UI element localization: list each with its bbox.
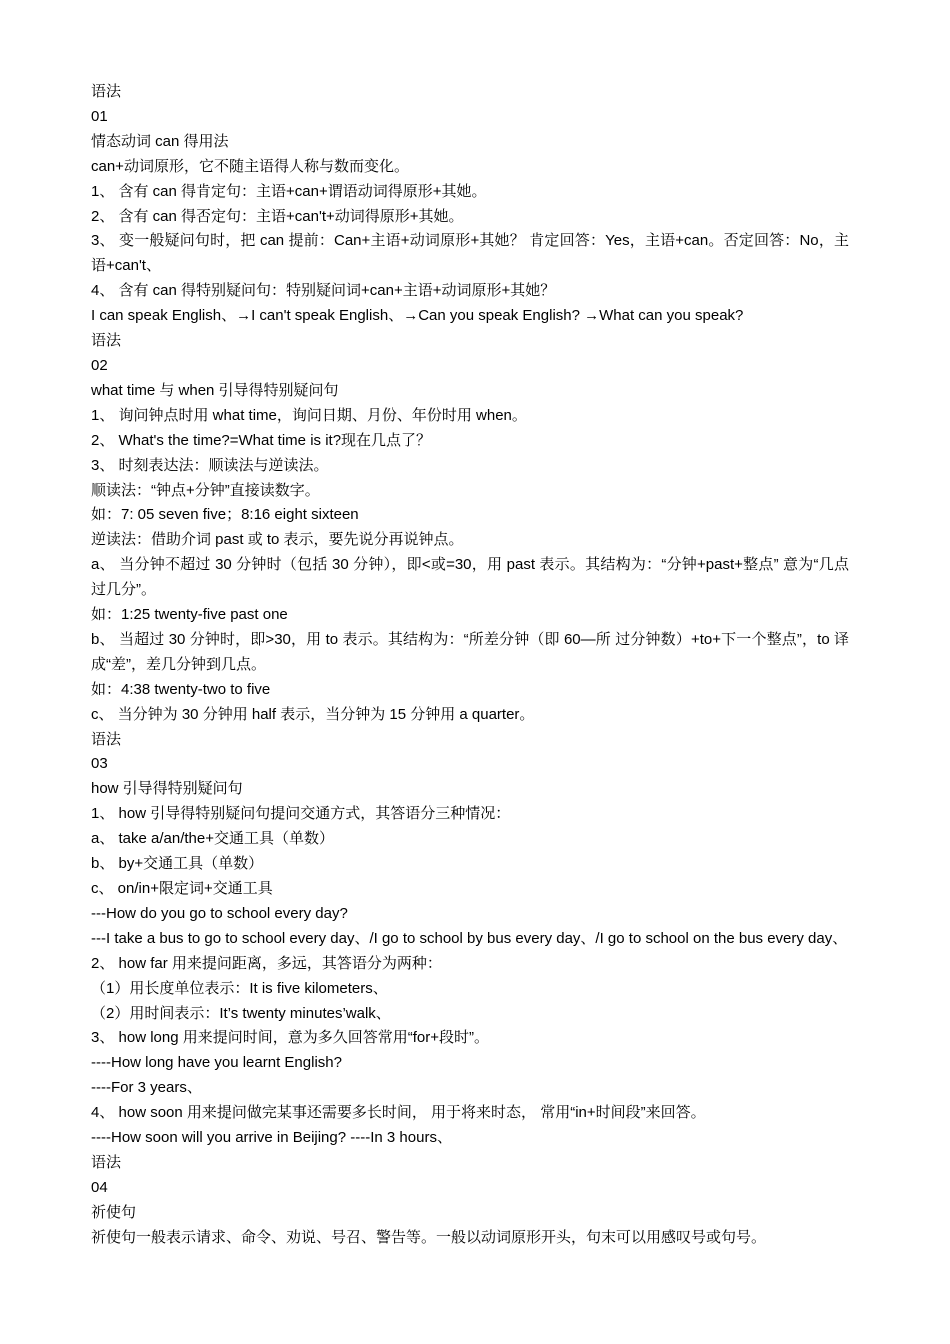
text-line: 逆读法：借助介词 past 或 to 表示，要先说分再说钟点。 — [91, 531, 464, 549]
example-line: 如：7: 05 seven five；8:16 eight sixteen — [91, 506, 359, 524]
text-line: 2、 含有 can 得否定句：主语+can't+动词得原形+其她。 — [91, 207, 464, 225]
text-line: 2、 What's the time?=What time is it?现在几点了？ — [91, 431, 432, 449]
example-paragraph: ---I take a bus to go to school every day、/I go to school by bus every day、/I go to school on the bus every day、 — [91, 929, 848, 947]
example-line: 如：4:38 twenty-two to five — [91, 680, 271, 698]
text-line: 3、 how long 用来提问时间，意为多久回答常用“for+段时”。 — [91, 1029, 489, 1047]
text-line: 4、 含有 can 得特别疑问句：特别疑问词+can+主语+动词原形+其她？ — [91, 282, 556, 300]
document-page — [91, 80, 849, 1251]
text-line: can+动词原形，它不随主语得人称与数而变化。 — [91, 157, 409, 175]
text-line: 1、 含有 can 得肯定句：主语+can+谓语动词得原形+其她。 — [91, 182, 487, 200]
section-title: how 引导得特别疑问句 — [91, 780, 243, 798]
example-line: ---How do you go to school every day? — [91, 904, 348, 922]
section-title: 祈使句 — [91, 1203, 137, 1221]
section-label: 语法 — [91, 1153, 122, 1171]
section-number: 02 — [91, 356, 108, 374]
section-label: 语法 — [91, 83, 122, 100]
example-line: ----How soon will you arrive in Beijing? ----In 3 hours、 — [91, 1129, 452, 1147]
section-number: 03 — [91, 755, 108, 773]
text-line: c、 on/in+限定词+交通工具 — [91, 880, 273, 897]
example-line: ----For 3 years、 — [91, 1079, 202, 1097]
text-line: 1、 how 引导得特别疑问句提问交通方式，其答语分三种情况： — [91, 805, 511, 823]
example-line: I can speak English、→I can't speak English、→Can you speak English? →What can you speak? — [91, 307, 744, 325]
section-number: 04 — [91, 1178, 108, 1196]
section-title: what time 与 when 引导得特别疑问句 — [91, 381, 339, 399]
text-paragraph: a、 当分钟不超过 30 分钟时（包括 30 分钟），即<或=30，用 past 表示。其结构为：“分钟+past+整点” 意为“几点过几分”。 — [91, 556, 849, 599]
section-label: 语法 — [91, 332, 122, 350]
text-line: b、 by+交通工具（单数） — [91, 855, 264, 873]
text-line: 顺读法：“钟点+分钟”直接读数字。 — [91, 481, 320, 499]
example-line: 如：1:25 twenty-five past one — [91, 606, 288, 624]
text-paragraph: b、 当超过 30 分钟时，即>30，用 to 表示。其结构为：“所差分钟（即 60—所 过分钟数）+to+下一个整点”，to 译成“差”，差几分钟到几点。 — [91, 630, 849, 673]
text-paragraph: 3、 变一般疑问句时，把 can 提前：Can+主语+动词原形+其她？ 肯定回答：Yes，主语+can。否定回答：No，主语+can't、 — [91, 232, 849, 275]
section-number: 01 — [91, 107, 108, 125]
text-line: （1）用长度单位表示：It is five kilometers、 — [91, 979, 388, 997]
text-line: 4、 how soon 用来提问做完某事还需要多长时间， 用于将来时态， 常用“in+时间段”来回答。 — [91, 1104, 706, 1122]
text-line: 3、 时刻表达法：顺读法与逆读法。 — [91, 456, 329, 474]
text-line: a、 take a/an/the+交通工具（单数） — [91, 830, 335, 848]
section-title: 情态动词 can 得用法 — [91, 132, 229, 150]
example-line: ----How long have you learnt English? — [91, 1054, 342, 1072]
text-line: 1、 询问钟点时用 what time，询问日期、月份、年份时用 when。 — [91, 406, 527, 424]
text-line: （2）用时间表示：It’s twenty minutes’walk、 — [91, 1004, 391, 1022]
section-label: 语法 — [91, 730, 122, 748]
text-line: 2、 how far 用来提问距离，多远，其答语分为两种： — [91, 954, 442, 972]
text-line: 祈使句一般表示请求、命令、劝说、号召、警告等。一般以动词原形开头，句末可以用感叹号或句号。 — [91, 1228, 767, 1246]
text-line: c、 当分钟为 30 分钟用 half 表示，当分钟为 15 分钟用 a quarter。 — [91, 705, 535, 723]
